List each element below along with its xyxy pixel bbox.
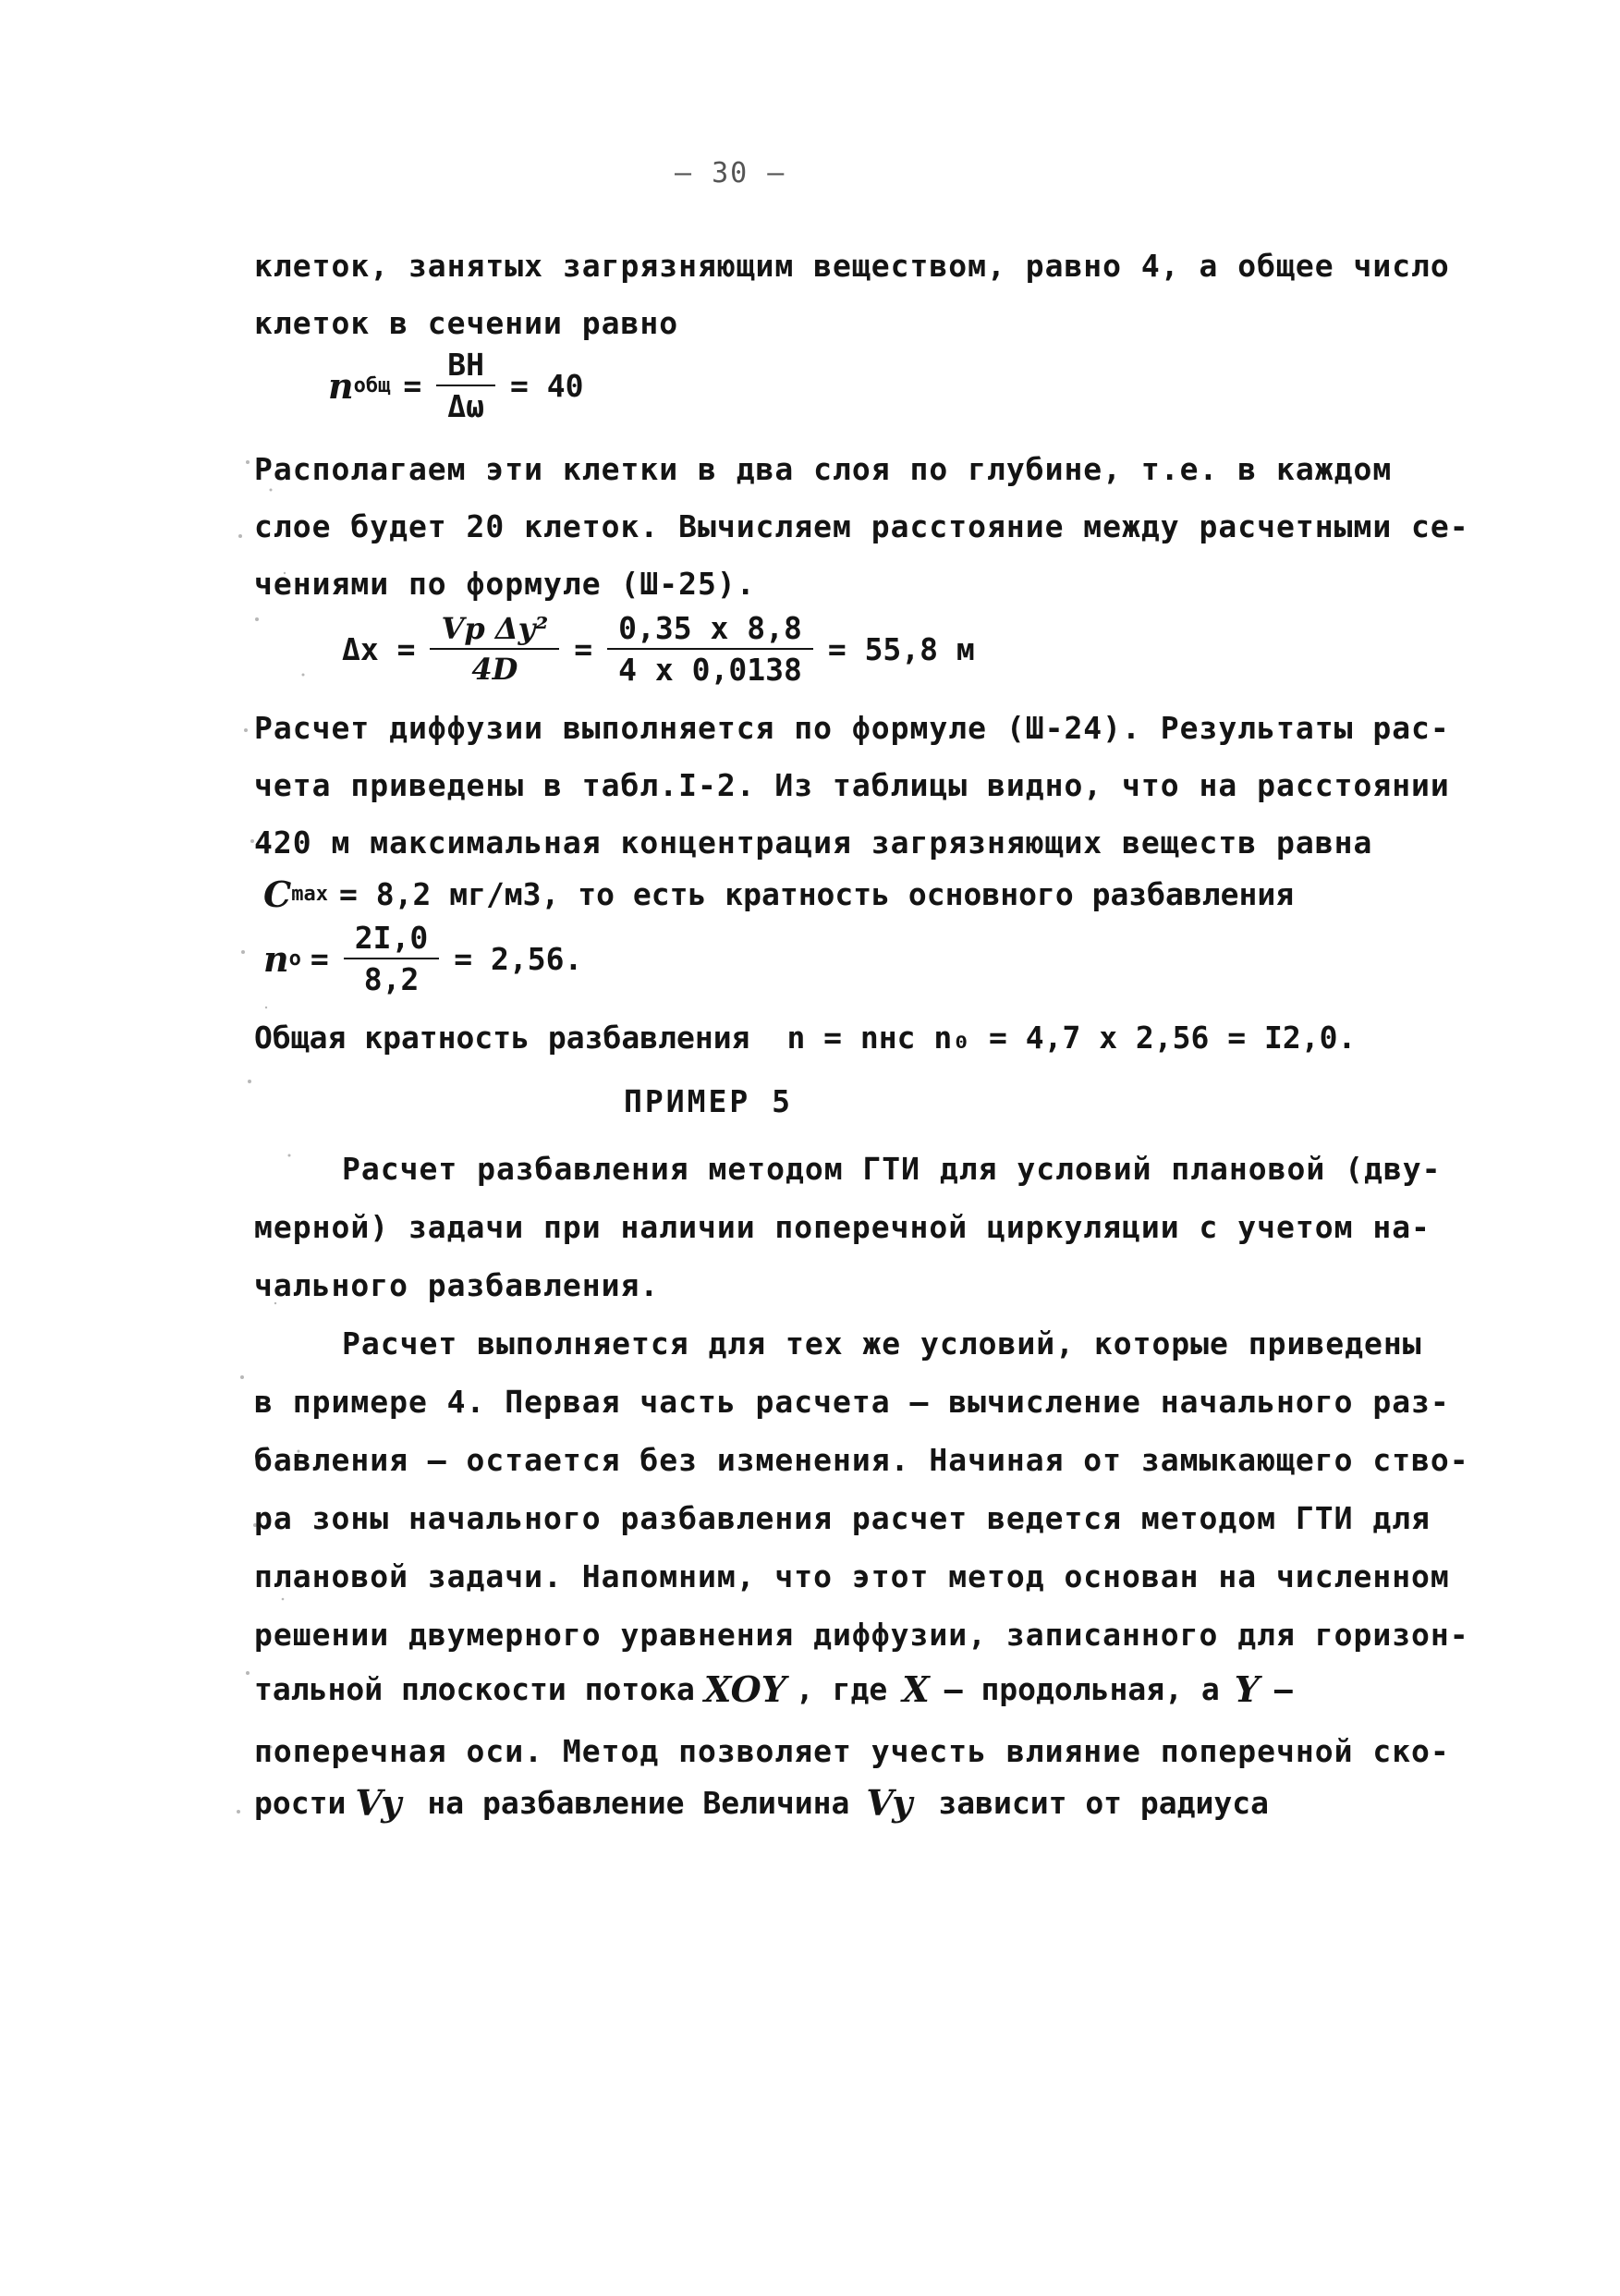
text-line: = 8,2 мг/м3, то есть кратность основного разбавления bbox=[339, 876, 1295, 912]
text-line: Расчет разбавления методом ГТИ для условий плановой (дву- bbox=[342, 1151, 1442, 1187]
denominator: 4D bbox=[471, 652, 518, 687]
text-line: чета приведены в табл.I-2. Из таблицы видно, что на расстоянии bbox=[254, 767, 1450, 803]
denominator: Δω bbox=[447, 388, 485, 424]
symbol: Y bbox=[1234, 1668, 1260, 1710]
text-line: плановой задачи. Напомним, что этот метод основан на численном bbox=[254, 1558, 1450, 1594]
symbol: X bbox=[902, 1668, 930, 1710]
text-line: поперечная оси. Метод позволяет учесть влияние поперечной ско- bbox=[254, 1733, 1450, 1769]
formula-expression: n = nнс n₀ = 4,7 x 2,56 = I2,0. bbox=[786, 1020, 1357, 1056]
fraction bbox=[430, 611, 559, 687]
text-line: клеток, занятых загрязняющим веществом, равно 4, а общее число bbox=[254, 248, 1450, 284]
text-line: бавления – остается без изменения. Начиная от замыкающего ство- bbox=[254, 1442, 1469, 1478]
formula-rhs: = 2,56. bbox=[454, 940, 583, 977]
text-line: 420 м максимальная концентрация загрязняющих веществ равна bbox=[254, 824, 1373, 861]
text-line: зависит от радиуса bbox=[938, 1785, 1269, 1821]
formula-lhs: n bbox=[328, 364, 354, 407]
formula-sub: max bbox=[291, 883, 328, 906]
symbol: XOY bbox=[703, 1668, 786, 1710]
text-line: ра зоны начального разбавления расчет ведется методом ГТИ для bbox=[254, 1500, 1431, 1536]
scan-noise-margin bbox=[229, 434, 368, 1839]
symbol: Vy bbox=[355, 1782, 402, 1824]
text-line: Расчет выполняется для тех же условий, которые приведены bbox=[342, 1325, 1422, 1362]
text-line: клеток в сечении равно bbox=[254, 305, 679, 341]
text-line: слое будет 20 клеток. Вычисляем расстояние между расчетными се- bbox=[254, 508, 1469, 544]
formula-sub: общ bbox=[353, 373, 391, 397]
formula-n0: n о = $\frac{2I,0}{8,2}$ = 2,56. bbox=[263, 920, 583, 997]
text-line: – bbox=[1273, 1671, 1293, 1707]
numerator: 2I,0 bbox=[344, 920, 439, 959]
symbol: Vy bbox=[866, 1782, 913, 1824]
formula-sub: о bbox=[288, 946, 301, 971]
text-line: в примере 4. Первая часть расчета – вычисление начального раз- bbox=[254, 1384, 1450, 1420]
text-line-with-symbols bbox=[254, 1668, 1293, 1710]
text-line: мерной) задачи при наличии поперечной циркуляции с учетом на- bbox=[254, 1209, 1431, 1245]
formula-lhs: C bbox=[263, 873, 292, 915]
text-line: Располагаем эти клетки в два слоя по глубине, т.е. в каждом bbox=[254, 451, 1393, 487]
text-line: чениями по формуле (Ш-25). bbox=[254, 566, 756, 602]
denominator: 4 x 0,0138 bbox=[618, 652, 802, 688]
text-line: Расчет диффузии выполняется по формуле (Ш-24). Результаты рас- bbox=[254, 710, 1450, 746]
numerator: Vр Δy² bbox=[430, 611, 559, 650]
formula-total-dilution-line bbox=[254, 1020, 1356, 1056]
page-number: – 30 – bbox=[675, 157, 786, 189]
formula-lhs: n bbox=[263, 937, 289, 980]
text-line: – продольная, а bbox=[944, 1671, 1220, 1707]
text-line-with-symbols bbox=[254, 1782, 1269, 1824]
text-line: тальной плоскости потока bbox=[254, 1671, 695, 1707]
formula-lhs: Δx = bbox=[342, 630, 416, 667]
section-heading: ПРИМЕР 5 bbox=[624, 1083, 793, 1119]
numerator: BH bbox=[436, 347, 495, 386]
text-line: Общая кратность разбавления bbox=[254, 1020, 750, 1056]
text-line: на разбавление Величина bbox=[427, 1785, 850, 1821]
formula-cmax-line bbox=[263, 873, 1294, 915]
text-line: решении двумерного уравнения диффузии, записанного для горизон- bbox=[254, 1617, 1469, 1653]
text-line: рости bbox=[254, 1785, 347, 1821]
text-line: , где bbox=[795, 1671, 888, 1707]
fraction bbox=[607, 610, 813, 688]
formula-n-total: n общ = $\frac{BH}{\Delta\omega}$ = 40 bbox=[328, 347, 584, 424]
formula-rhs: = 40 bbox=[510, 367, 584, 404]
formula-dx: Δx = $\frac{\text{Vр Δy²}}{4D}$ = $\frac{0,35 x 8,8}{4 x 0,0138}$ = 55,8 м bbox=[342, 610, 975, 688]
formula-rhs: = 55,8 м bbox=[827, 630, 975, 667]
numerator: 0,35 x 8,8 bbox=[607, 610, 813, 650]
fraction bbox=[436, 347, 495, 424]
text-line: чального разбавления. bbox=[254, 1267, 660, 1303]
denominator: 8,2 bbox=[363, 961, 420, 997]
